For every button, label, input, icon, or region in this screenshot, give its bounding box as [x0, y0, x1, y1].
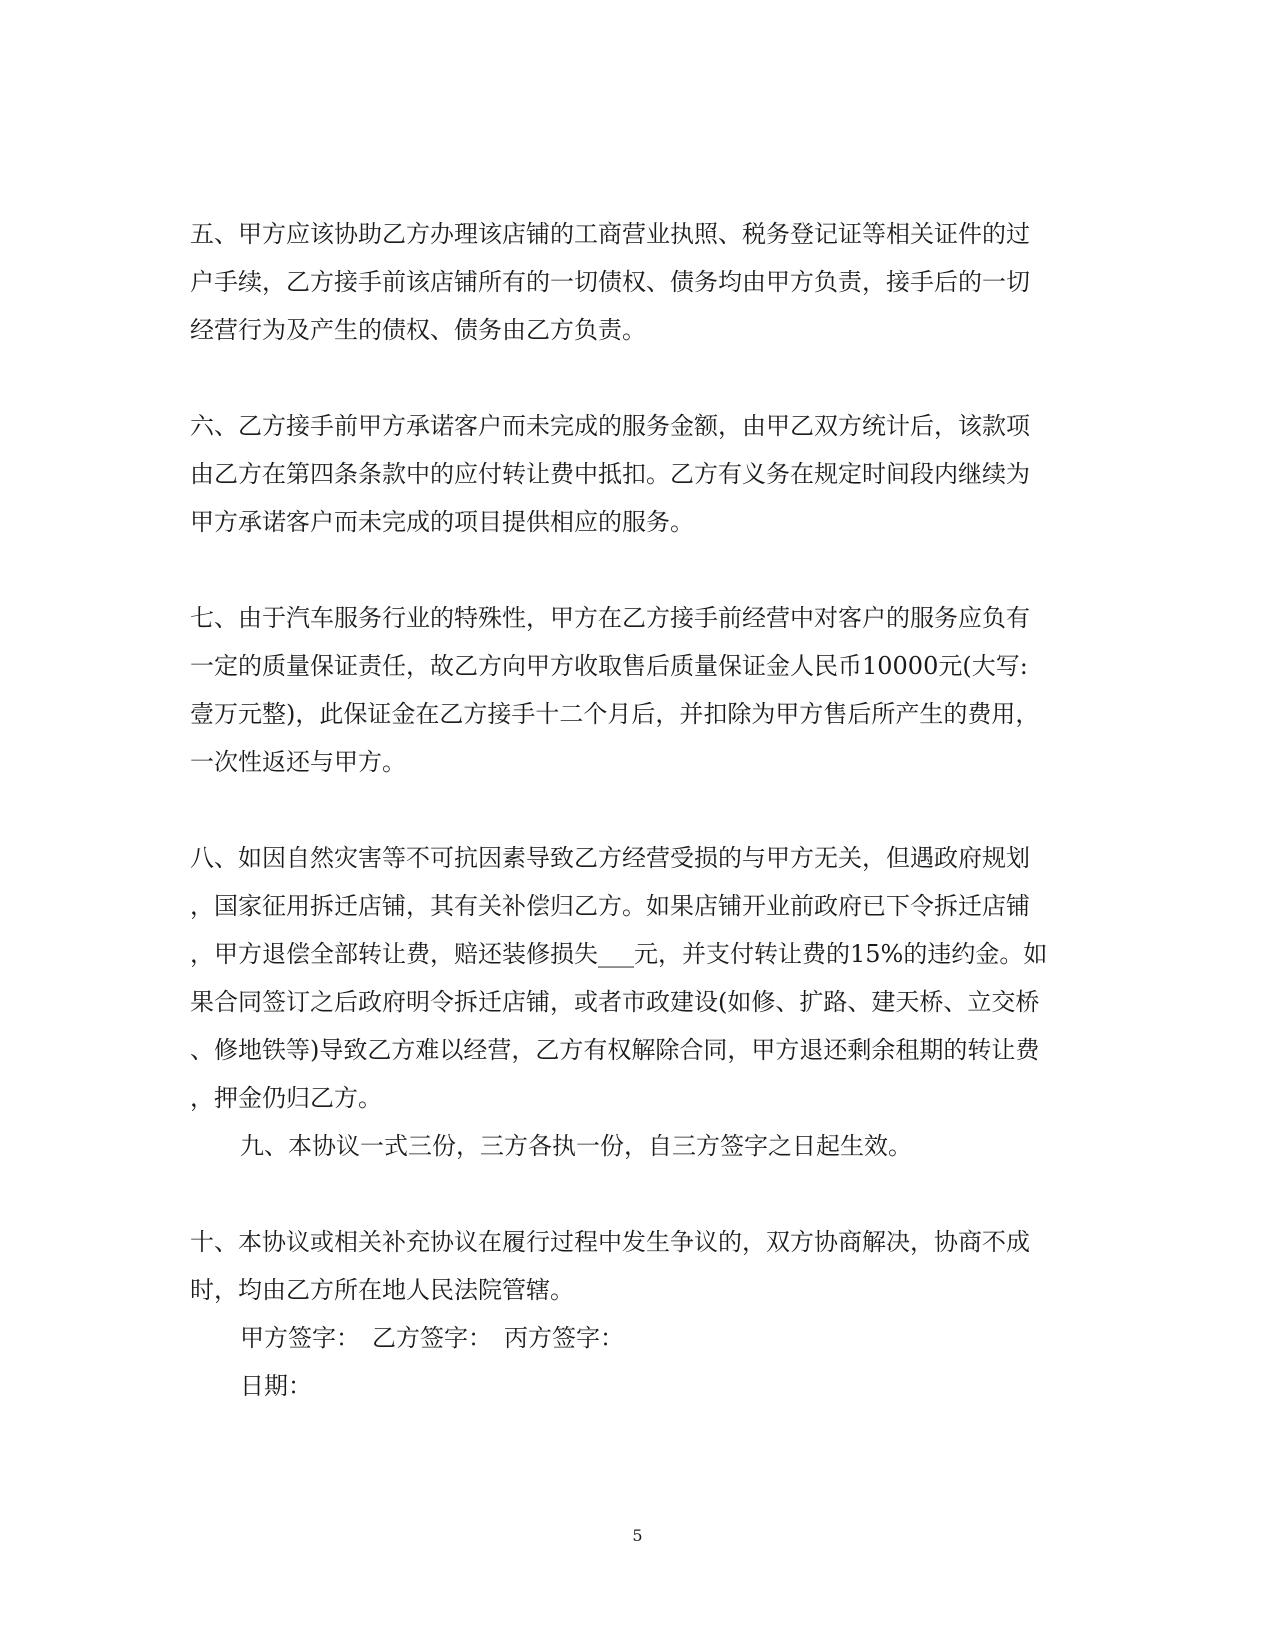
clause-6 — [190, 402, 1080, 546]
document-body — [190, 210, 1080, 1410]
text-line: 甲方承诺客户而未完成的项目提供相应的服务。 — [190, 508, 694, 536]
text-line: 八、如因自然灾害等不可抗因素导致乙方经营受损的与甲方无关，但遇政府规划 — [190, 844, 1030, 872]
paragraph-gap — [190, 1170, 1080, 1218]
text-line: 经营行为及产生的债权、债务由乙方负责。 — [190, 316, 646, 344]
clause-9 — [190, 1122, 1080, 1170]
clause-10 — [190, 1218, 1080, 1314]
text-line: 七、由于汽车服务行业的特殊性，甲方在乙方接手前经营中对客户的服务应负有 — [190, 604, 1030, 632]
text-line: ，甲方退偿全部转让费，赔还装修损失___元，并支付转让费的15%的违约金。如 — [190, 940, 1048, 968]
text-line: 一次性返还与甲方。 — [190, 748, 406, 776]
text-line: ，国家征用拆迁店铺，其有关补偿归乙方。如果店铺开业前政府已下令拆迁店铺 — [190, 892, 1030, 920]
signature-line: 甲方签字： 乙方签字： 丙方签字： — [240, 1324, 624, 1352]
text-line: 由乙方在第四条条款中的应付转让费中抵扣。乙方有义务在规定时间段内继续为 — [190, 460, 1030, 488]
text-line: 六、乙方接手前甲方承诺客户而未完成的服务金额，由甲乙双方统计后，该款项 — [190, 412, 1030, 440]
text-line: 时，均由乙方所在地人民法院管辖。 — [190, 1276, 574, 1304]
text-line: 十、本协议或相关补充协议在履行过程中发生争议的，双方协商解决，协商不成 — [190, 1228, 1030, 1256]
text-line: 、修地铁等)导致乙方难以经营，乙方有权解除合同，甲方退还剩余租期的转让费 — [190, 1036, 1040, 1064]
paragraph-gap — [190, 786, 1080, 834]
date-line: 日期： — [240, 1372, 312, 1400]
paragraph-gap — [190, 354, 1080, 402]
text-line: 一定的质量保证责任，故乙方向甲方收取售后质量保证金人民币10000元(大写: — [190, 652, 1028, 680]
text-line: 五、甲方应该协助乙方办理该店铺的工商营业执照、税务登记证等相关证件的过 — [190, 220, 1030, 248]
clause-8 — [190, 834, 1080, 1122]
text-line: 果合同签订之后政府明令拆迁店铺，或者市政建设(如修、扩路、建天桥、立交桥 — [190, 988, 1040, 1016]
text-line: 壹万元整)，此保证金在乙方接手十二个月后，并扣除为甲方售后所产生的费用， — [190, 700, 1040, 728]
clause-5 — [190, 210, 1080, 354]
paragraph-gap — [190, 546, 1080, 594]
clause-7 — [190, 594, 1080, 786]
page-number: 5 — [632, 1526, 643, 1545]
text-line: 九、本协议一式三份，三方各执一份，自三方签字之日起生效。 — [240, 1132, 912, 1160]
text-line: 户手续，乙方接手前该店铺所有的一切债权、债务均由甲方负责，接手后的一切 — [190, 268, 1030, 296]
text-line: ，押金仍归乙方。 — [190, 1084, 382, 1112]
